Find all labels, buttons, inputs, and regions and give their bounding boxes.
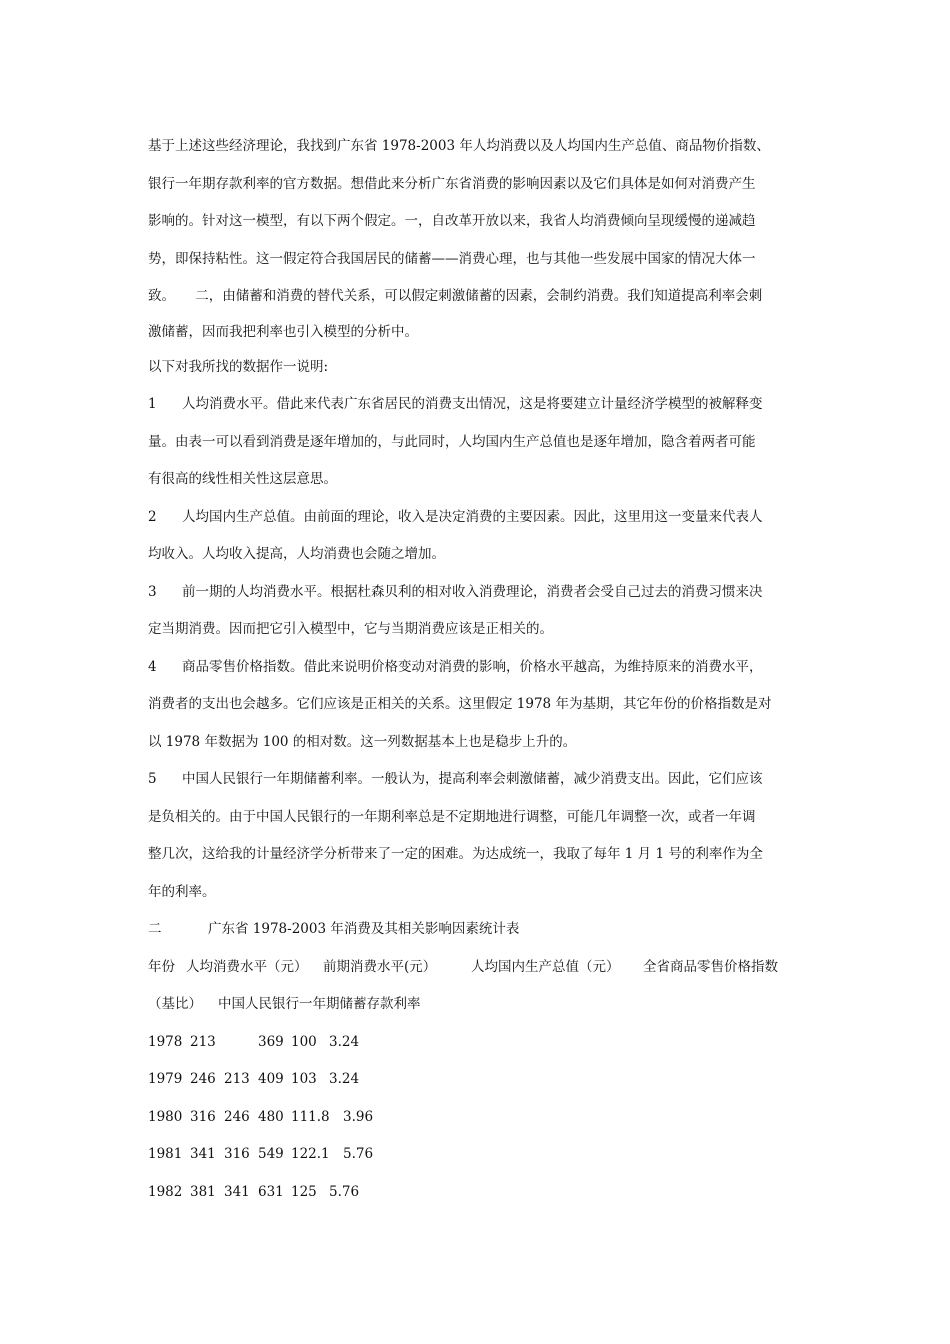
table-row	[148, 1061, 808, 1099]
table-title-text: 广东省 1978-2003 年消费及其相关影响因素统计表	[208, 921, 520, 937]
item-number: 4	[148, 658, 157, 675]
table-row	[148, 1099, 808, 1137]
table-cell: 5.76	[329, 1183, 360, 1200]
item-1	[148, 386, 808, 499]
item-4	[148, 649, 808, 762]
text-line: 是负相关的。由于中国人民银行的一年期利率总是不定期地进行调整，可能几年调整一次，或者一年调	[148, 808, 756, 825]
table-cell: 1979	[148, 1071, 183, 1087]
column-header: 全省商品零售价格指数	[643, 958, 778, 975]
item-5	[148, 761, 808, 911]
text-line: 年的利率。	[148, 883, 216, 900]
table-cell: 341	[224, 1183, 250, 1200]
text-line: 人均国内生产总值。由前面的理论，收入是决定消费的主要因素。因此，这里用这一变量来代表人	[182, 508, 763, 525]
column-header: 人均消费水平（元）	[186, 958, 308, 975]
column-header: 中国人民银行一年期储蓄存款利率	[218, 996, 421, 1012]
text-line: 均收入。人均收入提高，人均消费也会随之增加。	[148, 546, 445, 562]
table-row	[148, 1174, 808, 1212]
table-cell: 125	[291, 1183, 317, 1200]
text-line: 前一期的人均消费水平。根据杜森贝利的相对收入消费理论，消费者会受自己过去的消费习惯来决	[182, 583, 763, 600]
table-cell: 213	[190, 1033, 216, 1050]
text-line: 激储蓄，因而我把利率也引入模型的分析中。	[148, 323, 418, 340]
table-cell: 100	[291, 1033, 317, 1050]
item-2	[148, 499, 808, 574]
table-cell: 381	[190, 1183, 216, 1200]
column-header: 年份	[148, 958, 175, 975]
table-cell: 213	[224, 1071, 250, 1087]
text-line: 整几次，这给我的计量经济学分析带来了一定的困难。为达成统一，我取了每年 1 月 1 号的利率作为全	[148, 846, 763, 862]
table-cell: 5.76	[343, 1146, 374, 1162]
table-cell: 122.1	[291, 1146, 330, 1162]
table-row	[148, 1024, 808, 1062]
table-cell: 246	[224, 1108, 250, 1125]
table-cell: 1982	[148, 1183, 183, 1200]
table-cell: 549	[258, 1146, 284, 1162]
table-cell: 480	[258, 1108, 284, 1125]
table-cell: 3.24	[329, 1033, 360, 1050]
text-line: 影响的。针对这一模型，有以下两个假定。一，自改革开放以来，我省人均消费倾向呈现缓慢的递减趋	[148, 213, 756, 229]
column-header: 人均国内生产总值（元）	[471, 958, 620, 975]
item-number: 2	[148, 508, 157, 525]
table-row	[148, 1136, 808, 1174]
table-cell: 341	[190, 1146, 216, 1162]
text-line: 势，即保持粘性。这一假定符合我国居民的储蓄——消费心理，也与其他一些发展中国家的情况大体一	[148, 250, 756, 267]
table-cell: 246	[190, 1071, 216, 1087]
table-title	[148, 911, 808, 949]
table-cell: 409	[258, 1071, 284, 1087]
document-page	[148, 128, 808, 1211]
item-3	[148, 574, 808, 649]
table-cell: 631	[258, 1183, 284, 1200]
table-cell: 103	[291, 1071, 317, 1087]
table-cell: 369	[258, 1033, 284, 1050]
table-cell: 1981	[148, 1146, 183, 1162]
column-header: 前期消费水平(元）	[323, 958, 437, 975]
table-cell: 316	[224, 1146, 250, 1162]
item-number: 3	[148, 583, 157, 600]
table-cell: 316	[190, 1108, 216, 1125]
text-line: 消费者的支出也会越多。它们应该是正相关的关系。这里假定 1978 年为基期，其它年份的价格指数是对	[148, 696, 772, 712]
item-number: 5	[148, 771, 157, 787]
text-line: 致。 二，由储蓄和消费的替代关系，可以假定刺激储蓄的因素，会制约消费。我们知道提高利率会刺	[148, 288, 763, 304]
table-cell: 1978	[148, 1033, 183, 1050]
table-cell: 1980	[148, 1108, 183, 1125]
table-cell: 3.96	[343, 1108, 374, 1125]
paragraph-intro	[148, 128, 808, 349]
text-line: 商品零售价格指数。借此来说明价格变动对消费的影响，价格水平越高，为维持原来的消费水平，	[182, 658, 763, 675]
text-line: 中国人民银行一年期储蓄利率。一般认为，提高利率会刺激储蓄，减少消费支出。因此，它们应该	[182, 771, 763, 787]
section-number: 二	[148, 921, 162, 937]
text-line: 银行一年期存款利率的官方数据。想借此来分析广东省消费的影响因素以及它们具体是如何对消费产生	[148, 175, 756, 192]
text-line: 基于上述这些经济理论，我找到广东省 1978-2003 年人均消费以及人均国内生产总值、商品物价指数、	[148, 138, 770, 154]
text-line: 定当期消费。因而把它引入模型中，它与当期消费应该是正相关的。	[148, 621, 553, 637]
item-number: 1	[148, 396, 157, 412]
text-line: 人均消费水平。借此来代表广东省居民的消费支出情况，这是将要建立计量经济学模型的被解释变	[182, 396, 763, 412]
table-cell: 3.24	[329, 1071, 360, 1087]
text-line: 量。由表一可以看到消费是逐年增加的，与此同时，人均国内生产总值也是逐年增加，隐含着两者可能	[148, 433, 756, 450]
table-cell: 111.8	[291, 1108, 330, 1125]
table-header-line-2	[148, 986, 808, 1024]
data-description-intro: 以下对我所找的数据作一说明:	[148, 358, 329, 375]
text-line: 有很高的线性相关性这层意思。	[148, 471, 337, 487]
text-line: 以 1978 年数据为 100 的相对数。这一列数据基本上也是稳步上升的。	[148, 733, 577, 750]
column-header: （基比）	[148, 996, 202, 1012]
table-header-line-1	[148, 949, 808, 987]
